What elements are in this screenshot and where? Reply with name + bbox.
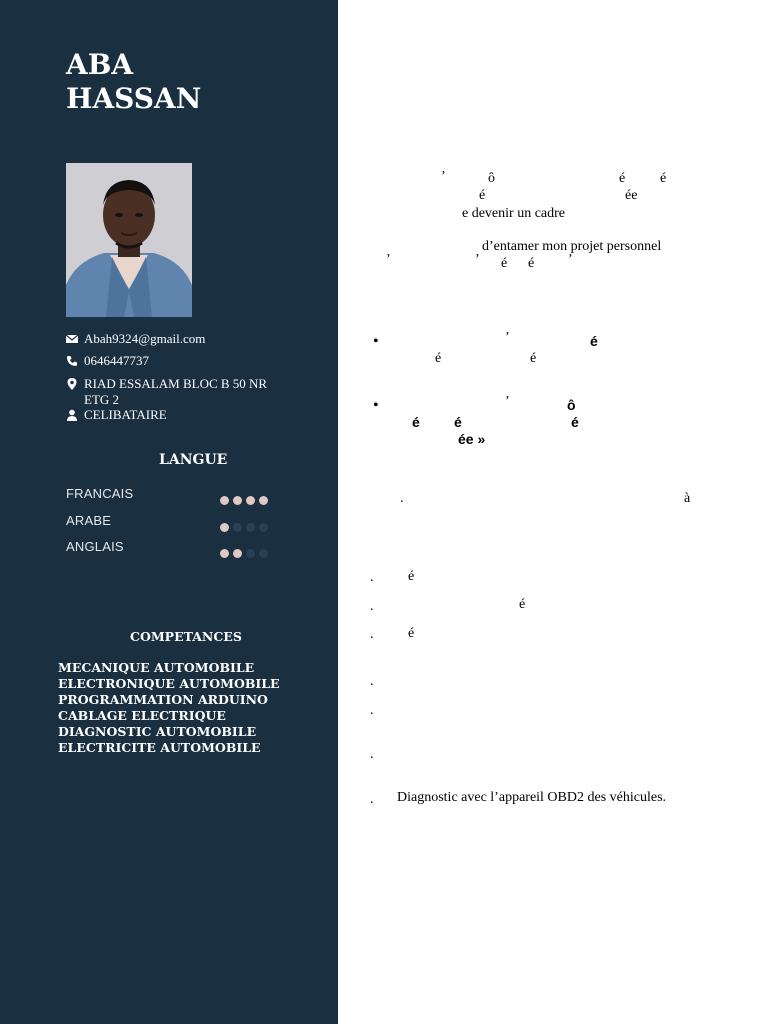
last-name: HASSAN	[66, 82, 202, 115]
intro-fragment: e devenir un cadre	[462, 206, 565, 221]
level-dot-filled	[220, 549, 229, 558]
list-item-text: é	[519, 597, 526, 612]
mid-fragment: à	[684, 491, 691, 506]
full-name	[66, 48, 201, 116]
intro-fragment: é	[528, 256, 535, 271]
bullet-fragment: é	[412, 414, 420, 430]
list-dot: .	[370, 570, 374, 585]
skills-title: COMPETANCES	[130, 629, 242, 644]
mail-icon	[66, 333, 78, 345]
intro-fragment: ée	[625, 188, 638, 203]
bullet-fragment: é	[454, 414, 462, 430]
bullet-fragment: ’	[505, 394, 510, 409]
level-dot-empty	[246, 549, 255, 558]
level-dot-empty	[246, 523, 255, 532]
language-name: ANGLAIS	[66, 539, 124, 554]
bullet-fragment: ée »	[458, 431, 486, 447]
language-name: FRANCAIS	[66, 486, 134, 501]
contact-status	[66, 407, 167, 423]
list-dot: .	[370, 674, 374, 689]
level-dot-empty	[233, 523, 242, 532]
intro-fragment: ’	[441, 169, 446, 184]
person-icon	[66, 409, 78, 421]
bullet-fragment: é	[590, 333, 598, 349]
level-dot-filled	[246, 496, 255, 505]
bullet-dot: •	[373, 397, 379, 414]
level-dot-empty	[259, 523, 268, 532]
level-dot-filled	[233, 549, 242, 558]
contact-phone	[66, 353, 149, 369]
bullet-fragment: é	[530, 351, 537, 366]
skill-item: ELECTRONIQUE AUTOMOBILE	[58, 676, 280, 691]
profile-photo	[66, 163, 192, 317]
address-line-1: RIAD ESSALAM BLOC B 50 NR	[84, 376, 268, 391]
phone-text: 0646447737	[84, 353, 149, 368]
language-name: ARABE	[66, 513, 112, 528]
intro-fragment: é	[479, 188, 486, 203]
intro-fragment: é	[501, 256, 508, 271]
intro-fragment: é	[619, 171, 626, 186]
intro-fragment: ’	[568, 252, 573, 267]
list-dot: .	[370, 599, 374, 614]
skills-list	[58, 660, 280, 756]
intro-fragment: ’	[475, 252, 480, 267]
list-dot: .	[370, 747, 374, 762]
level-dot-filled	[259, 496, 268, 505]
list-dot: .	[370, 703, 374, 718]
bullet-fragment: ô	[567, 397, 576, 413]
skill-item: CABLAGE ELECTRIQUE	[58, 708, 226, 723]
language-row-anglais	[66, 539, 286, 555]
bullet-fragment: é	[571, 414, 579, 430]
mid-fragment: .	[400, 491, 404, 506]
language-level	[220, 490, 272, 509]
language-level	[220, 543, 272, 562]
contact-address	[66, 376, 267, 408]
bullet-fragment: ’	[505, 330, 510, 345]
list-item-text: Diagnostic avec l’appareil OBD2 des véhicules.	[397, 790, 667, 805]
list-item-text: é	[408, 626, 415, 641]
list-dot: .	[370, 792, 374, 807]
languages-title: LANGUE	[159, 452, 228, 468]
intro-fragment: é	[660, 171, 667, 186]
email-text: Abah9324@gmail.com	[84, 331, 206, 346]
language-level	[220, 517, 272, 536]
list-item-text: é	[408, 569, 415, 584]
level-dot-empty	[259, 549, 268, 558]
first-name: ABA	[66, 48, 134, 81]
contact-email	[66, 331, 205, 347]
main-content	[338, 0, 768, 1024]
language-row-francais	[66, 486, 286, 502]
intro-fragment: ’	[386, 252, 391, 267]
language-row-arabe	[66, 513, 286, 529]
sidebar	[0, 0, 338, 1024]
phone-icon	[66, 355, 78, 367]
skill-item: ELECTRICITE AUTOMOBILE	[58, 740, 261, 755]
intro-fragment: ô	[488, 171, 495, 186]
status-text: CELIBATAIRE	[84, 407, 167, 422]
level-dot-filled	[220, 523, 229, 532]
level-dot-filled	[233, 496, 242, 505]
address-line-2: ETG 2	[84, 392, 120, 407]
skill-item: DIAGNOSTIC AUTOMOBILE	[58, 724, 257, 739]
skill-item: PROGRAMMATION ARDUINO	[58, 692, 268, 707]
list-dot: .	[370, 627, 374, 642]
intro-fragment: d’entamer mon projet personnel	[482, 239, 662, 254]
bullet-fragment: é	[435, 351, 442, 366]
bullet-dot: •	[373, 333, 379, 350]
address-text	[84, 376, 267, 408]
level-dot-filled	[220, 496, 229, 505]
location-pin-icon	[66, 378, 78, 390]
skill-item: MECANIQUE AUTOMOBILE	[58, 660, 255, 675]
